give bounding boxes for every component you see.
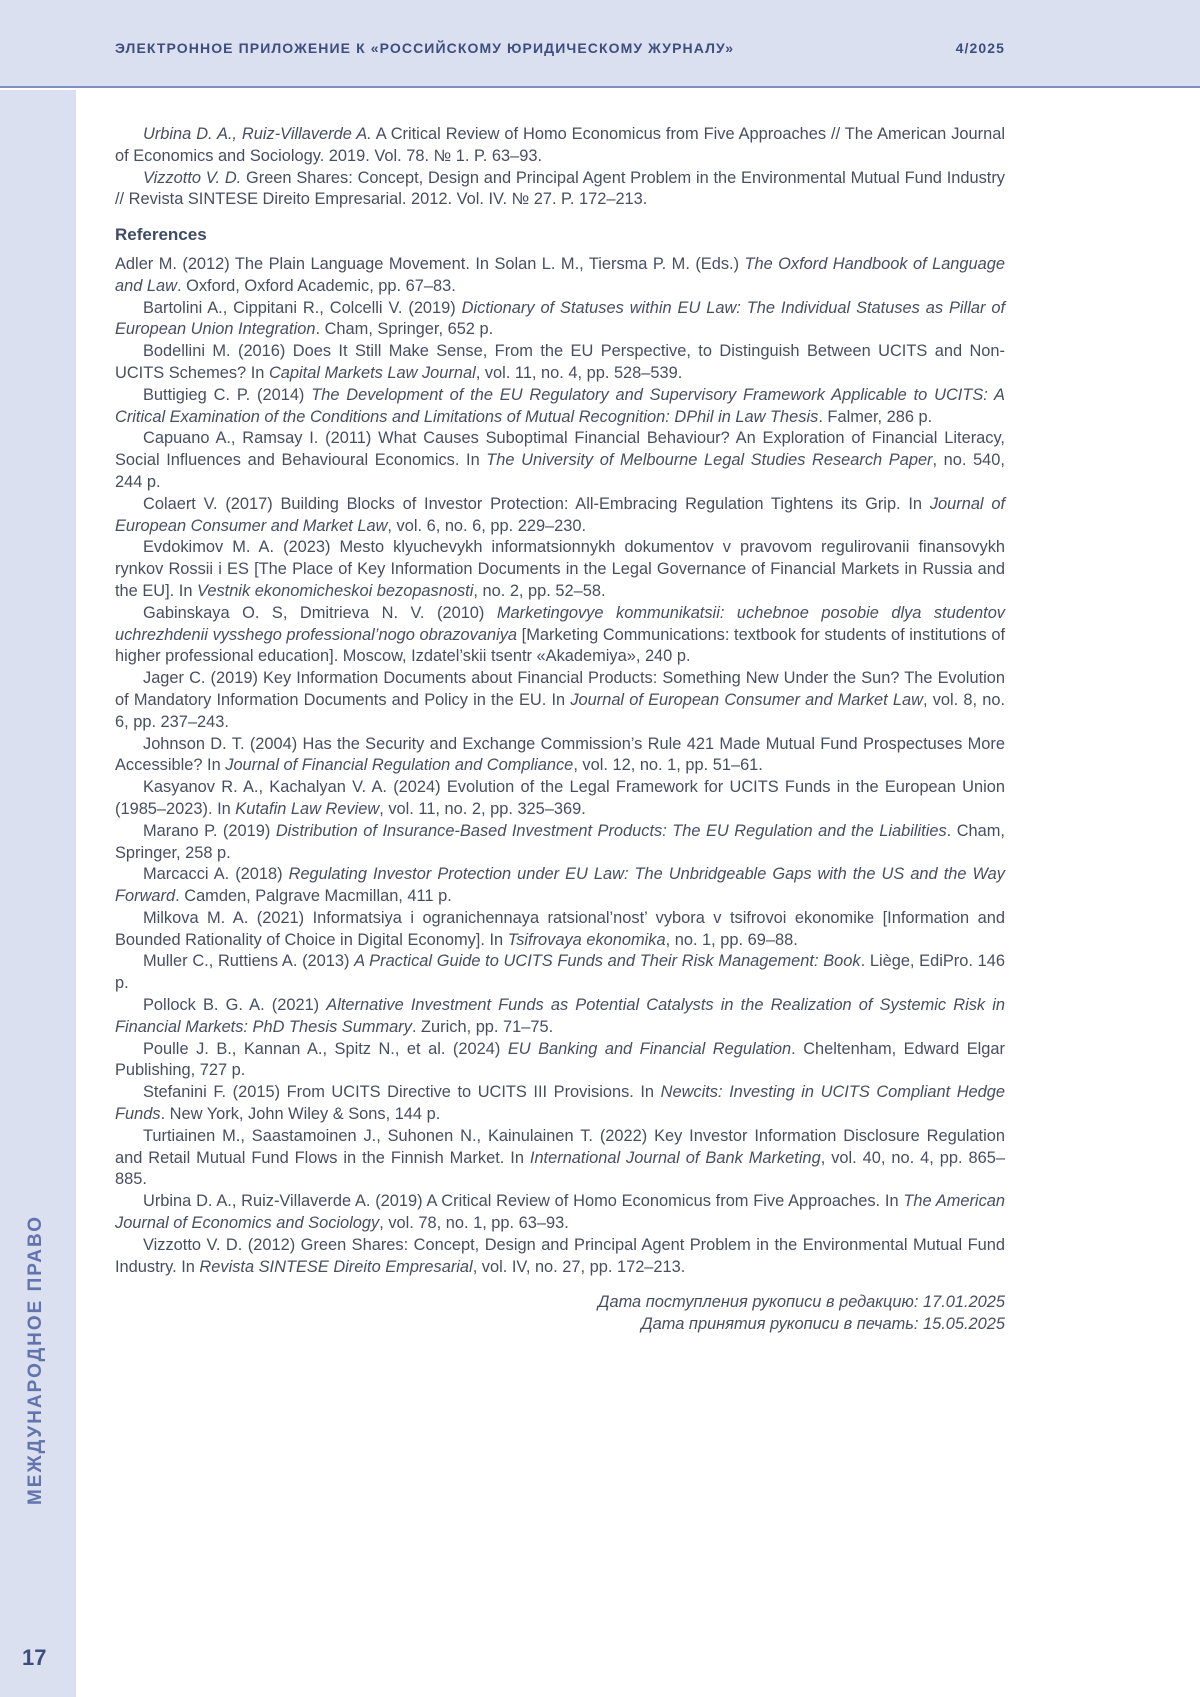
reference-entry: Kasyanov R. A., Kachalyan V. A. (2024) Evolution of the Legal Framework for UCITS Funds in the European Union (1985–2023). In Kutafin Law Review, vol. 11, no. 2, pp. 325–369. [115,778,1005,818]
page-number: 17 [22,1645,47,1670]
header-band [0,0,1200,88]
issue-number: 4/2025 [955,40,1005,56]
reference-entry: Turtiainen M., Saastamoinen J., Suhonen N., Kainulainen T. (2022) Key Investor Information Disclosure Regulation and Retail Mutual Fund Flows in the Finnish Market. In International Journal of Bank Marketing, vol. 40, no. 4, pp. 865–885. [115,1126,1006,1189]
reference-entry: Vizzotto V. D. (2012) Green Shares: Concept, Design and Principal Agent Problem in the Environmental Mutual Fund Industry. In Revista SINTESE Direito Empresarial, vol. IV, no. 27, pp. 172–213. [115,1235,1005,1276]
bibliography-entry: Vizzotto V. D. Green Shares: Concept, Design and Principal Agent Problem in the Environmental Mutual Fund Industry // Revista SINTESE Direito Empresarial. 2012. Vol. IV. № 27. P. 172–213. [115,168,1005,209]
reference-entry: Adler M. (2012) The Plain Language Movement. In Solan L. M., Tiersma P. M. (Eds.) The Oxford Handbook of Language and Law. Oxford, Oxford Academic, pp. 67–83. [115,254,1006,295]
reference-entry: Milkova M. A. (2021) Informatsiya i ogranichennaya ratsional’nost’ vybora v tsifrovoi ekonomike [Information and Bounded Rationality of Choice in Digital Economy]. In Tsifrovaya ekonomika, no. 1, pp. 69–88. [115,908,1005,949]
pre-references-list [115,124,1005,211]
section-label-vertical: МЕЖДУНАРОДНОЕ ПРАВО [25,1214,46,1505]
reference-entry: Capuano A., Ramsay I. (2011) What Causes Suboptimal Financial Behaviour? An Exploration of Financial Literacy, Social Influences and Behavioural Economics. In The University of Melbourne Legal Studies Research Paper, no. 540, 244 p. [115,429,1005,491]
journal-title: ЭЛЕКТРОННОЕ ПРИЛОЖЕНИЕ К «РОССИЙСКОМУ ЮРИДИЧЕСКОМУ ЖУРНАЛУ» [115,40,735,56]
reference-entry: Marano P. (2019) Distribution of Insurance-Based Investment Products: The EU Regulation and the Liabilities. Cham, Springer, 258 p. [115,821,1005,862]
date-accepted: Дата принятия рукописи в печать: 15.05.2025 [641,1315,1005,1334]
reference-entry: Stefanini F. (2015) From UCITS Directive to UCITS III Provisions. In Newcits: Investing in UCITS Compliant Hedge Funds. New York, John Wiley & Sons, 144 p. [115,1083,1005,1124]
reference-entry: Marcacci A. (2018) Regulating Investor Protection under EU Law: The Unbridgeable Gaps with the US and the Way Forward. Camden, Palgrave Macmillan, 411 p. [115,865,1005,906]
reference-entry: Urbina D. A., Ruiz-Villaverde A. (2019) A Critical Review of Homo Economicus from Five Approaches. In The American Journal of Economics and Sociology, vol. 78, no. 1, pp. 63–93. [115,1192,1006,1233]
article-content [115,124,1005,1336]
page-header [115,40,1005,56]
reference-entry: Colaert V. (2017) Building Blocks of Investor Protection: All-Embracing Regulation Tightens its Grip. In Journal of European Consumer and Market Law, vol. 6, no. 6, pp. 229–230. [115,494,1006,535]
reference-entry: Gabinskaya O. S, Dmitrieva N. V. (2010) Marketingovye kommunikatsii: uchebnoe posobie dlya studentov uchrezhdenii vysshego professional’nogo obrazovaniya [Marketing Communications: textbook for students of institutions of higher professional education]. Moscow, Izdatel’skii tsentr «Akademiya», 240 p. [115,603,1006,666]
reference-entry: Bartolini A., Cippitani R., Colcelli V. (2019) Dictionary of Statuses within EU Law: The Individual Statuses as Pillar of European Union Integration. Cham, Springer, 652 p. [115,298,1005,339]
reference-entry: Pollock B. G. A. (2021) Alternative Investment Funds as Potential Catalysts in the Realization of Systemic Risk in Financial Markets: PhD Thesis Summary. Zurich, pp. 71–75. [115,996,1006,1036]
reference-entry: Jager C. (2019) Key Information Documents about Financial Products: Something New Under the Sun? The Evolution of Mandatory Information Documents and Policy in the EU. In Journal of European Consumer and Market Law, vol. 8, no. 6, pp. 237–243. [115,669,1005,731]
references-heading: References [115,225,207,245]
reference-entry: Johnson D. T. (2004) Has the Security and Exchange Commission’s Rule 421 Made Mutual Fund Prospectuses More Accessible? In Journal of Financial Regulation and Compliance, vol. 12, no. 1, pp. 51–61. [115,734,1005,775]
reference-entry: Buttigieg C. P. (2014) The Development of the EU Regulatory and Supervisory Framework Applicable to UCITS: A Critical Examination of the Conditions and Limitations of Mutual Recognition: DPhil in Law Thesis. Falmer, 286 p. [115,385,1005,426]
reference-entry: Muller C., Ruttiens A. (2013) A Practical Guide to UCITS Funds and Their Risk Management: Book. Liège, EdiPro. 146 p. [115,952,1005,993]
reference-entry: Bodellini M. (2016) Does It Still Make Sense, From the EU Perspective, to Distinguish Between UCITS and Non-UCITS Schemes? In Capital Markets Law Journal, vol. 11, no. 4, pp. 528–539. [115,342,1005,382]
references-list [115,254,1005,1278]
date-received: Дата поступления рукописи в редакцию: 17.01.2025 [597,1293,1005,1312]
manuscript-dates [115,1292,1005,1336]
reference-entry: Evdokimov M. A. (2023) Mesto klyuchevykh informatsionnykh dokumentov v pravovom regulirovanii finansovykh rynkov Rossii i ES [The Place of Key Information Documents in the Legal Governance of Financial Markets in Russia and the EU]. In Vestnik ekonomicheskoi bezopasnosti, no. 2, pp. 52–58. [115,538,1005,600]
reference-entry: Poulle J. B., Kannan A., Spitz N., et al. (2024) EU Banking and Financial Regulation. Cheltenham, Edward Elgar Publishing, 727 p. [115,1039,1006,1080]
bibliography-entry: Urbina D. A., Ruiz-Villaverde A. A Critical Review of Homo Economicus from Five Approaches // The American Journal of Economics and Sociology. 2019. Vol. 78. № 1. P. 63–93. [115,125,1005,165]
